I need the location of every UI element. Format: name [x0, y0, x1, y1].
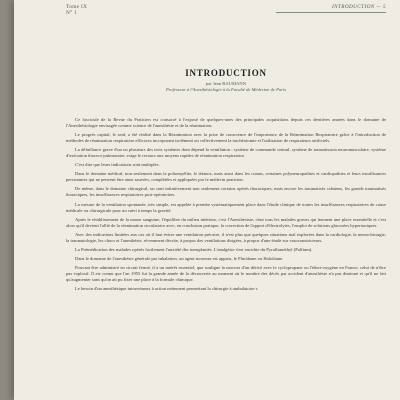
header-rule — [276, 12, 386, 13]
paragraph: Avec des indications limitées aux cas où il faut éviter une ventilation précaire, il n'est plus que quelques situations mal explorées dans la cardiologie, la neurochirurgie, la traumatologie, les chocs et l'anesthésie, récemment décrite, à propos des ventilations dirigées, à propos d'une étude sur vasoconstricteurs. — [66, 231, 386, 243]
page-title: INTRODUCTION — [185, 68, 267, 78]
document-page — [14, 0, 400, 400]
author-name: par Jean BAUMANN — [205, 81, 247, 86]
page-label: INTRODUCTION — 5 — [332, 4, 386, 10]
paragraph: Pouvant être administré en circuit fermé, il a un intérêt essentiel, que souligne la narcose d'un dérivé avec le cyclopropane ou l'éther-oxygène en France, celui de n'être pas explosif. Il est connu que l'an 1955 fut la grande année de la découverte au moment où le nombre des décès par accident d'anesthésie n'a pas diminué et qu'il ne fait qu'augmenter sans qu'on ait pu fixer une place à la formule chimique. — [66, 264, 386, 282]
paragraph: La Prémédication des malades opérés facilement l'anxiété des transplantés. L'analgésie s'est enrichie du Pyrafluméthyl (Palfium). — [75, 246, 313, 252]
page-content — [66, 4, 386, 295]
paragraph: Dans le domaine de l'anesthésie générale par inhalation, un agent nouveau est apparu, le Fluothane ou Halothane. — [75, 255, 284, 261]
paragraph: Après le rétablissement de la masse sanguine, l'équilibre du milieu intérieur, c'est l'Anesthésiste, chez tous les malades graves qui tiennent une place essentielle et c'est alors qu'il devient l'allié de la réanimation circulatoire avec, en conclusion pratique, la correction de l'apport d'électrolytes, l'emploi de solutions glucosées hypertoniques. — [66, 216, 386, 228]
author-role: Professeur à l'Anesthésiologie à la Faculté de Médecine de Paris — [165, 87, 287, 92]
paragraph: Le progrès capital, le seul, a été réalisé dans la Réanimation avec la prise de conscience de l'importance de la Réanimation Respiratoire grâce à l'introduction de méthodes de réanimation respiratoire efficaces incorporant isolément ou collectivement la trachéotomie et l'utilisation de respirateurs artificiels. — [66, 132, 386, 144]
author-block — [66, 81, 386, 93]
tome-label: Tome IX — [66, 4, 88, 10]
paragraph: De même, dans le domaine chirurgical, on sont infinitivement non seulement certains opérés thoraciques, mais encore les traumatisés crâniens, les grands traumatisés thoraciques, les insuffisances respiratoires post-opératoires. — [66, 186, 386, 198]
paragraph: Dans le domaine médical, non seulement dans la poliomyélite, le tétanos, mais aussi dans les comas, certaines polyneuropathies et cardiopathies et leurs insuffisances persistantes qui ne peuvent être ainsi sauvées, complétées et appliquées par le médecin praticien. — [66, 171, 386, 183]
running-header — [66, 4, 386, 32]
paragraph: Le besoin d'un anesthésique intraveineux à action nettement permettant la chirurgie à ambulatoire s — [75, 286, 258, 292]
volume-info — [66, 4, 87, 16]
paragraph: La mesure de la ventilation spontanée, très simple, est appelée à prendre systématiquement place dans l'étude clinique de toutes les insuffisances respiratoires de cause médicale ou chirurgicale pour un suivi à temps la gravité. — [66, 201, 386, 213]
body-text — [66, 117, 386, 292]
paragraph: C'est dire que leurs indications sont multiples. — [75, 162, 160, 168]
paragraph: La défaillance grave d'un ou plusieurs des trois systèmes dont dépend la ventilation : système de commande central, système de transmission neuromusculaire, système d'exécution thoraco-pulmonaire, exige le recours aux moyens rapides de réanimation respiratoire. — [66, 147, 386, 159]
issue-number: N° 1 — [66, 10, 78, 16]
paragraph: Ce fascicule de la Revue du Praticien est consacré à l'exposé de quelques-unes des principales acquisitions depuis ces dernières années dans le domaine de l'Anesthésiologie envisagée comme science de l'anesthésie et de la réanimation. — [66, 117, 386, 129]
